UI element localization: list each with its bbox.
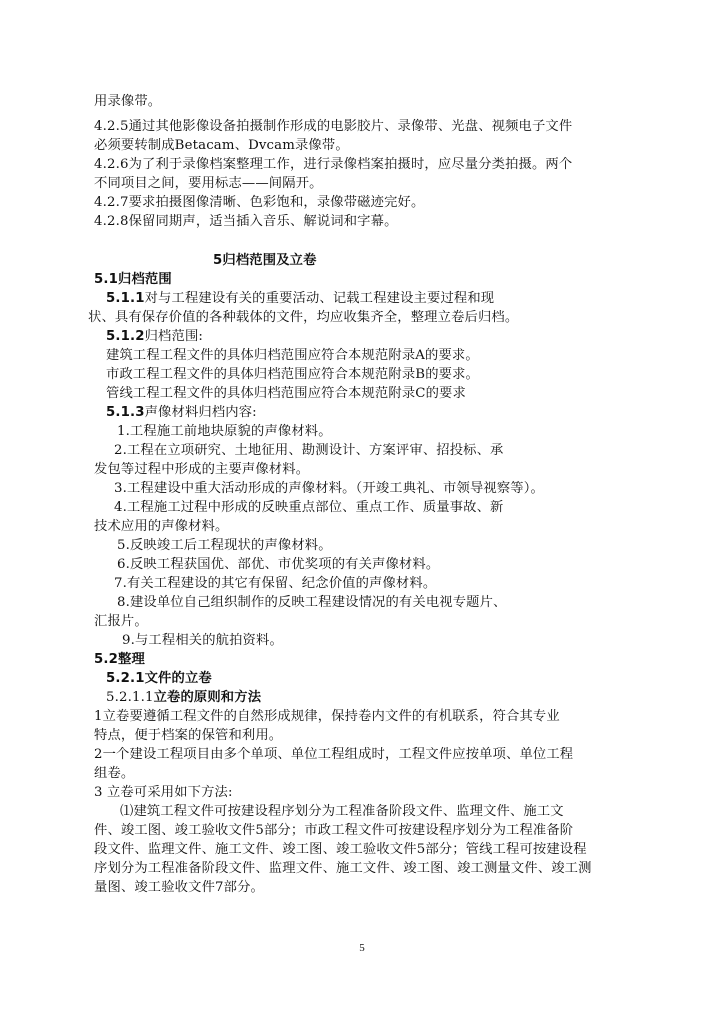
text-line: 组卷。 bbox=[94, 766, 135, 781]
text-line: 1立卷要遵循工程文件的自然形成规律，保持卷内文件的有机联系，符合其专业 bbox=[94, 709, 560, 724]
text-line: 4.2.8保留同期声，适当插入音乐、解说词和字幕。 bbox=[94, 214, 398, 229]
text-line: 3 立卷可采用如下方法: bbox=[94, 785, 233, 800]
subsection-heading: 5.2整理 bbox=[94, 652, 145, 667]
list-item: 7.有关工程建设的其它有保留、纪念价值的声像材料。 bbox=[114, 576, 437, 591]
text-line: 件、竣工图、竣工验收文件5部分；市政工程文件可按建设程序划分为工程准备阶 bbox=[94, 823, 574, 838]
list-item: 6.反映工程获国优、部优、市优奖项的有关声像材料。 bbox=[117, 557, 440, 572]
text-line bbox=[106, 404, 257, 422]
list-item: 5.反映竣工后工程现状的声像材料。 bbox=[117, 538, 332, 553]
text-line: 发包等过程中形成的主要声像材料。 bbox=[94, 462, 310, 477]
clause-number: 5.1.2 bbox=[106, 329, 145, 344]
text-line: 用录像带。 bbox=[94, 94, 162, 109]
text-line: 不同项目之间，要用标志——间隔开。 bbox=[94, 176, 323, 191]
clause-title: 立卷的原则和方法 bbox=[153, 690, 262, 705]
text-line: 2一个建设工程项目由多个单项、单位工程组成时，工程文件应按单项、单位工程 bbox=[94, 747, 574, 762]
text-line bbox=[106, 290, 494, 308]
text-line: 状、具有保存价值的各种载体的文件，均应收集齐全，整理立卷后归档。 bbox=[88, 310, 519, 325]
page-number: 5 bbox=[359, 942, 365, 954]
text-line: 段文件、监理文件、施工文件、竣工图、竣工验收文件5部分；管线工程可按建设程 bbox=[94, 842, 587, 857]
text-line: 技术应用的声像材料。 bbox=[94, 519, 229, 534]
text-line: 汇报片。 bbox=[94, 614, 148, 629]
text-line: 管线工程工程文件的具体归档范围应符合本规范附录C的要求 bbox=[106, 386, 466, 401]
text-line: 量图、竣工验收文件7部分。 bbox=[94, 880, 264, 895]
text-line bbox=[106, 328, 203, 346]
clause-text: 对与工程建设有关的重要活动、记载工程建设主要过程和现 bbox=[144, 291, 495, 306]
text-line: 建筑工程工程文件的具体归档范围应符合本规范附录A的要求。 bbox=[106, 348, 479, 363]
text-line: 序划分为工程准备阶段文件、监理文件、施工文件、竣工图、竣工测量文件、竣工测 bbox=[94, 861, 592, 876]
list-item: 8.建设单位自己组织制作的反映工程建设情况的有关电视专题片、 bbox=[117, 595, 507, 610]
text-line: 市政工程工程文件的具体归档范围应符合本规范附录B的要求。 bbox=[106, 367, 479, 382]
list-item: 4.工程施工过程中形成的反映重点部位、重点工作、质量事故、新 bbox=[114, 500, 504, 515]
clause-number: 5.1.1 bbox=[106, 291, 145, 306]
text-line: ⑴建筑工程文件可按建设程序划分为工程准备阶段文件、监理文件、施工文 bbox=[120, 804, 564, 819]
clause-number: 5.2.1.1 bbox=[106, 690, 154, 705]
text-line: 4.2.6为了利于录像档案整理工作，进行录像档案拍摄时，应尽量分类拍摄。两个 bbox=[94, 157, 573, 172]
subsection-heading: 5.1归档范围 bbox=[94, 272, 172, 287]
text-line: 4.2.7要求拍摄图像清晰、色彩饱和，录像带磁迹完好。 bbox=[94, 195, 425, 210]
list-item: 1.工程施工前地块原貌的声像材料。 bbox=[117, 424, 332, 439]
text-line: 必须要转制成Betacam、Dvcam录像带。 bbox=[94, 138, 349, 153]
text-line: 4.2.5通过其他影像设备拍摄制作形成的电影胶片、录像带、光盘、视频电子文件 bbox=[94, 119, 573, 134]
section-heading: 5归档范围及立卷 bbox=[213, 253, 317, 268]
list-item: 3.工程建设中重大活动形成的声像材料。（开竣工典礼、市领导视察等）。 bbox=[114, 481, 544, 496]
text-line: 特点，便于档案的保管和利用。 bbox=[94, 728, 283, 743]
text-line bbox=[106, 689, 261, 707]
clause-number: 5.1.3 bbox=[106, 405, 145, 420]
list-item: 2.工程在立项研究、土地征用、勘测设计、方案评审、招投标、承 bbox=[114, 443, 504, 458]
list-item: 9.与工程相关的航拍资料。 bbox=[122, 633, 283, 648]
clause-text: 声像材料归档内容: bbox=[144, 405, 257, 420]
clause-text: 归档范围: bbox=[144, 329, 204, 344]
subsection-heading: 5.2.1文件的立卷 bbox=[106, 671, 212, 686]
